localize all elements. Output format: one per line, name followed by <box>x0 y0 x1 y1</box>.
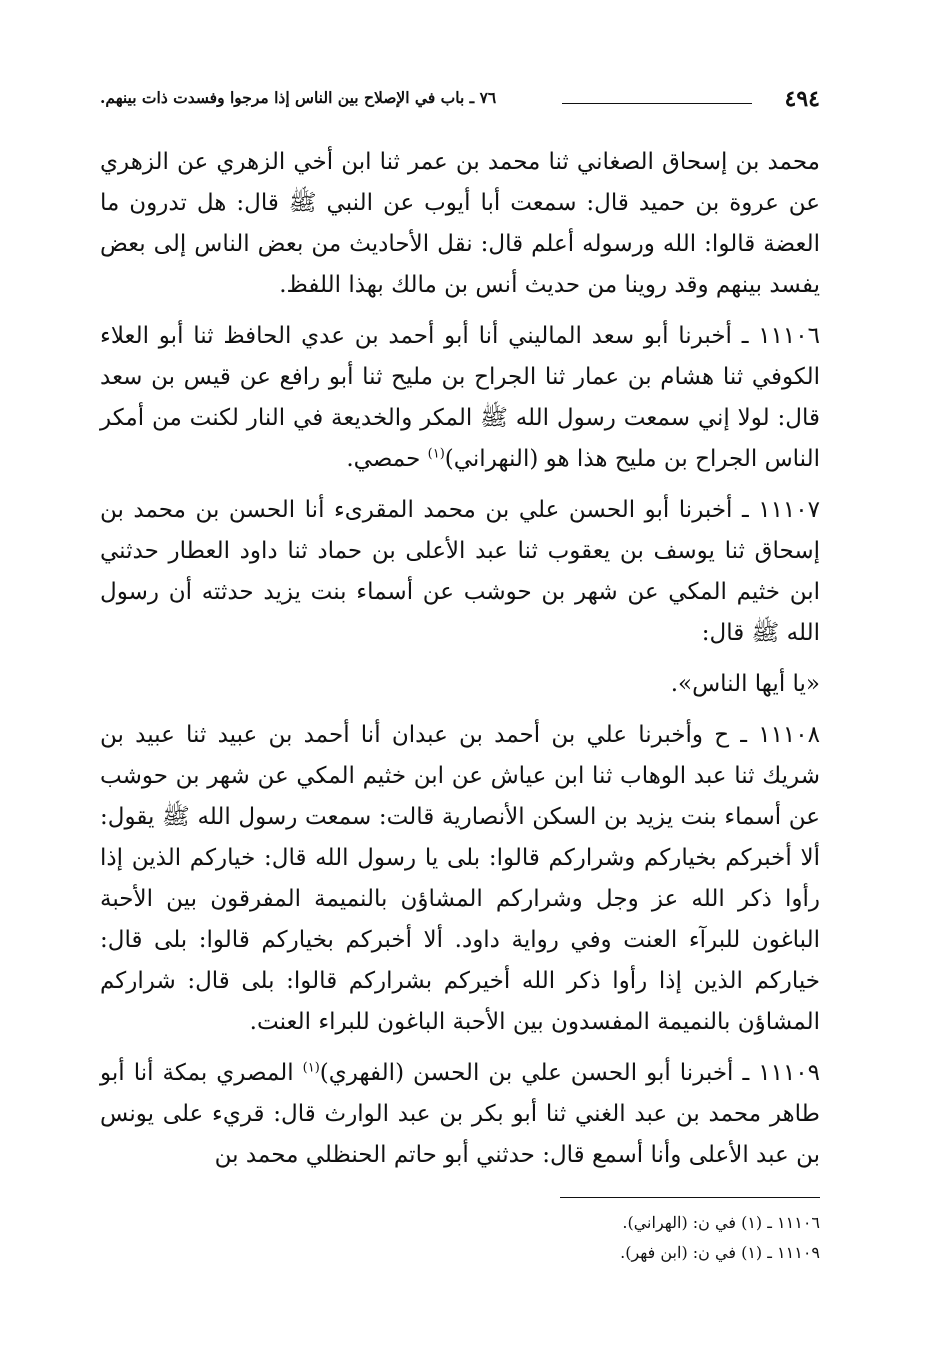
hadith-paragraph <box>100 1053 820 1176</box>
paragraph-text: المصري بمكة أنا أبو طاهر محمد بن عبد الغني ثنا أبو بكر بن عبد الوارث قال: قريء على يونس بن عبد الأعلى وأنا أسمع قال: حدثني أبو حاتم الحنظلي محمد بن <box>100 1060 820 1168</box>
footnote-marker: (١) <box>302 1060 320 1076</box>
paragraph-text: «يا أيها الناس». <box>670 671 820 697</box>
running-title: ٧٦ ـ باب في الإصلاح بين الناس إذا مرجوا وفسدت ذات بينهم. <box>100 88 497 107</box>
page-header <box>100 86 820 116</box>
paragraph-continuation <box>100 142 820 306</box>
page-number: ٤٩٤ <box>784 86 820 112</box>
paragraph-text: ـ أخبرنا أبو الحسن علي بن محمد المقرىء أنا الحسن بن محمد بن إسحاق ثنا يوسف بن يعقوب ثنا عبد الأعلى بن حماد ثنا داود العطار حدثني ابن خثيم المكي عن شهر بن حوشب عن أسماء بنت يزيد حدثته أن رسول الله ﷺ قال: <box>100 497 820 646</box>
hadith-number: ١١١٠٦ <box>758 323 820 349</box>
footnote: ١١١٠٦ ـ (١) في ن: (الهراني). <box>622 1213 820 1232</box>
hadith-paragraph <box>100 316 820 480</box>
hadith-number: ١١١٠٧ <box>758 497 820 523</box>
paragraph-text: ـ ح وأخبرنا علي بن أحمد بن عبدان أنا أحمد بن عبيد ثنا عبيد بن شريك ثنا عبد الوهاب ثنا ابن عياش عن ابن خثيم المكي عن شهر بن حوشب عن أسماء بنت يزيد بن السكن الأنصارية قالت: سمعت رسول الله ﷺ يقول: ألا أخبركم بخياركم وشراركم قالوا: بلى يا رسول الله قال: خياركم الذين إذا رأوا ذكر الله عز وجل وشراركم المشاؤن بالنميمة المفرقون بين الأحبة الباغون للبرآء العنت وفي رواية داود. ألا أخبركم بخياركم قالوا: بلى قال: خياركم الذين إذا رأوا ذكر الله أخيركم بشراركم قالوا: بلى قال: شراركم المشاؤن بالنميمة المفسدون بين الأحبة الباغون للبراء العنت. <box>100 722 820 1035</box>
header-rule <box>562 103 752 104</box>
paragraph-text: ـ أخبرنا أبو الحسن علي بن الحسن (الفهري) <box>319 1060 759 1086</box>
body-text <box>100 142 820 1186</box>
hadith-paragraph <box>100 715 820 1043</box>
footnote-marker: (١) <box>427 446 445 462</box>
paragraph-text: ـ أخبرنا أبو سعد الماليني أنا أبو أحمد بن عدي الحافظ ثنا أبو العلاء الكوفي ثنا هشام بن عمار ثنا الجراح بن مليح ثنا أبو رافع عن قيس بن سعد قال: لولا إني سمعت رسول الله ﷺ المكر والخديعة في النار لكنت من أمكر الناس الجراح بن مليح هذا هو (النهراني) <box>100 323 820 472</box>
paragraph-text: محمد بن إسحاق الصغاني ثنا محمد بن عمر ثنا ابن أخي الزهري عن الزهري عن عروة بن حميد قال: سمعت أبا أيوب عن النبي ﷺ قال: هل تدرون ما العضة قالوا: الله ورسوله أعلم قال: نقل الأحاديث من بعض الناس إلى بعض يفسد بينهم وقد روينا من حديث أنس بن مالك بهذا اللفظ. <box>100 149 820 298</box>
footnotes <box>100 1208 820 1268</box>
footnote-rule <box>560 1197 820 1198</box>
hadith-number: ١١١٠٩ <box>758 1060 821 1086</box>
paragraph-text: حمصي. <box>346 446 428 472</box>
hadith-quote <box>100 664 820 705</box>
footnote: ١١١٠٩ ـ (١) في ن: (ابن فهر). <box>620 1243 820 1262</box>
hadith-paragraph <box>100 490 820 654</box>
hadith-number: ١١١٠٨ <box>758 722 820 748</box>
